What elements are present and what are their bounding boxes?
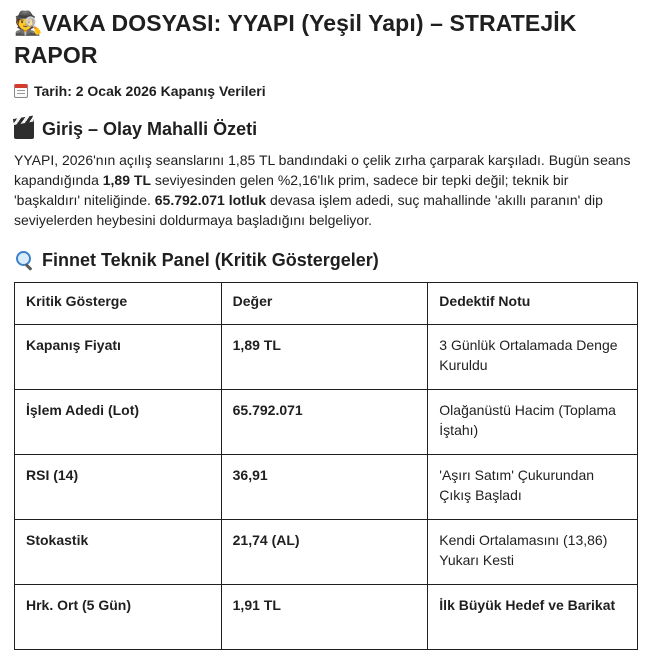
table-header-row bbox=[15, 283, 638, 325]
cell-note: 'Aşırı Satım' Çukurundan Çıkış Başladı bbox=[428, 455, 638, 520]
cell-note: İlk Büyük Hedef ve Barikat bbox=[428, 585, 638, 650]
table-row bbox=[15, 455, 638, 520]
table-row bbox=[15, 520, 638, 585]
intro-heading-text: Giriş – Olay Mahalli Özeti bbox=[42, 119, 258, 139]
cell-value: 1,89 TL bbox=[221, 325, 428, 390]
column-header-value: Değer bbox=[221, 283, 428, 325]
intro-text-1: YYAPI, 2026'nın açılış seanslarını 1,85 TL bandındaki o çelik zırha çarparak karşıladı. Bugün seans kapandığında bbox=[14, 152, 631, 188]
report-date-text: Tarih: 2 Ocak 2026 Kapanış Verileri bbox=[34, 83, 266, 99]
magnifier-icon bbox=[14, 250, 34, 270]
table-row bbox=[15, 390, 638, 455]
intro-text-2: seviyesinden gelen %2,16'lık prim, sadece bir tepki değil; teknik bir 'başkaldırı' niteliğinde. bbox=[14, 172, 569, 208]
table-row bbox=[15, 585, 638, 650]
table-row bbox=[15, 325, 638, 390]
cell-indicator: İşlem Adedi (Lot) bbox=[15, 390, 222, 455]
cell-value: 65.792.071 bbox=[221, 390, 428, 455]
report-title-text: VAKA DOSYASI: YYAPI (Yeşil Yapı) – STRATEJİK RAPOR bbox=[14, 10, 577, 68]
panel-heading-text: Finnet Teknik Panel (Kritik Göstergeler) bbox=[42, 250, 379, 270]
indicator-table bbox=[14, 282, 638, 650]
clapper-board-icon bbox=[14, 119, 34, 139]
cell-note: 3 Günlük Ortalamada Denge Kuruldu bbox=[428, 325, 638, 390]
cell-value: 36,91 bbox=[221, 455, 428, 520]
intro-text-3: devasa işlem adedi, suç mahallinde 'akıllı paranın' dip seviyelerden heybesini doldurmaya başladığını belgeliyor. bbox=[14, 192, 603, 228]
cell-indicator: Hrk. Ort (5 Gün) bbox=[15, 585, 222, 650]
cell-indicator: Stokastik bbox=[15, 520, 222, 585]
intro-heading bbox=[14, 117, 638, 141]
cell-value: 1,91 TL bbox=[221, 585, 428, 650]
cell-indicator: Kapanış Fiyatı bbox=[15, 325, 222, 390]
column-header-note: Dedektif Notu bbox=[428, 283, 638, 325]
panel-heading bbox=[14, 248, 638, 272]
column-header-indicator: Kritik Gösterge bbox=[15, 283, 222, 325]
detective-icon: 🕵 bbox=[14, 11, 43, 37]
intro-paragraph bbox=[14, 150, 638, 230]
cell-note: Olağanüstü Hacim (Toplama İştahı) bbox=[428, 390, 638, 455]
report-title bbox=[14, 8, 638, 71]
report-date bbox=[14, 81, 638, 101]
cell-indicator: RSI (14) bbox=[15, 455, 222, 520]
intro-bold-price: 1,89 TL bbox=[102, 172, 151, 188]
intro-bold-volume: 65.792.071 lotluk bbox=[154, 192, 267, 208]
cell-value: 21,74 (AL) bbox=[221, 520, 428, 585]
calendar-icon bbox=[14, 84, 28, 98]
cell-note: Kendi Ortalamasını (13,86) Yukarı Kesti bbox=[428, 520, 638, 585]
